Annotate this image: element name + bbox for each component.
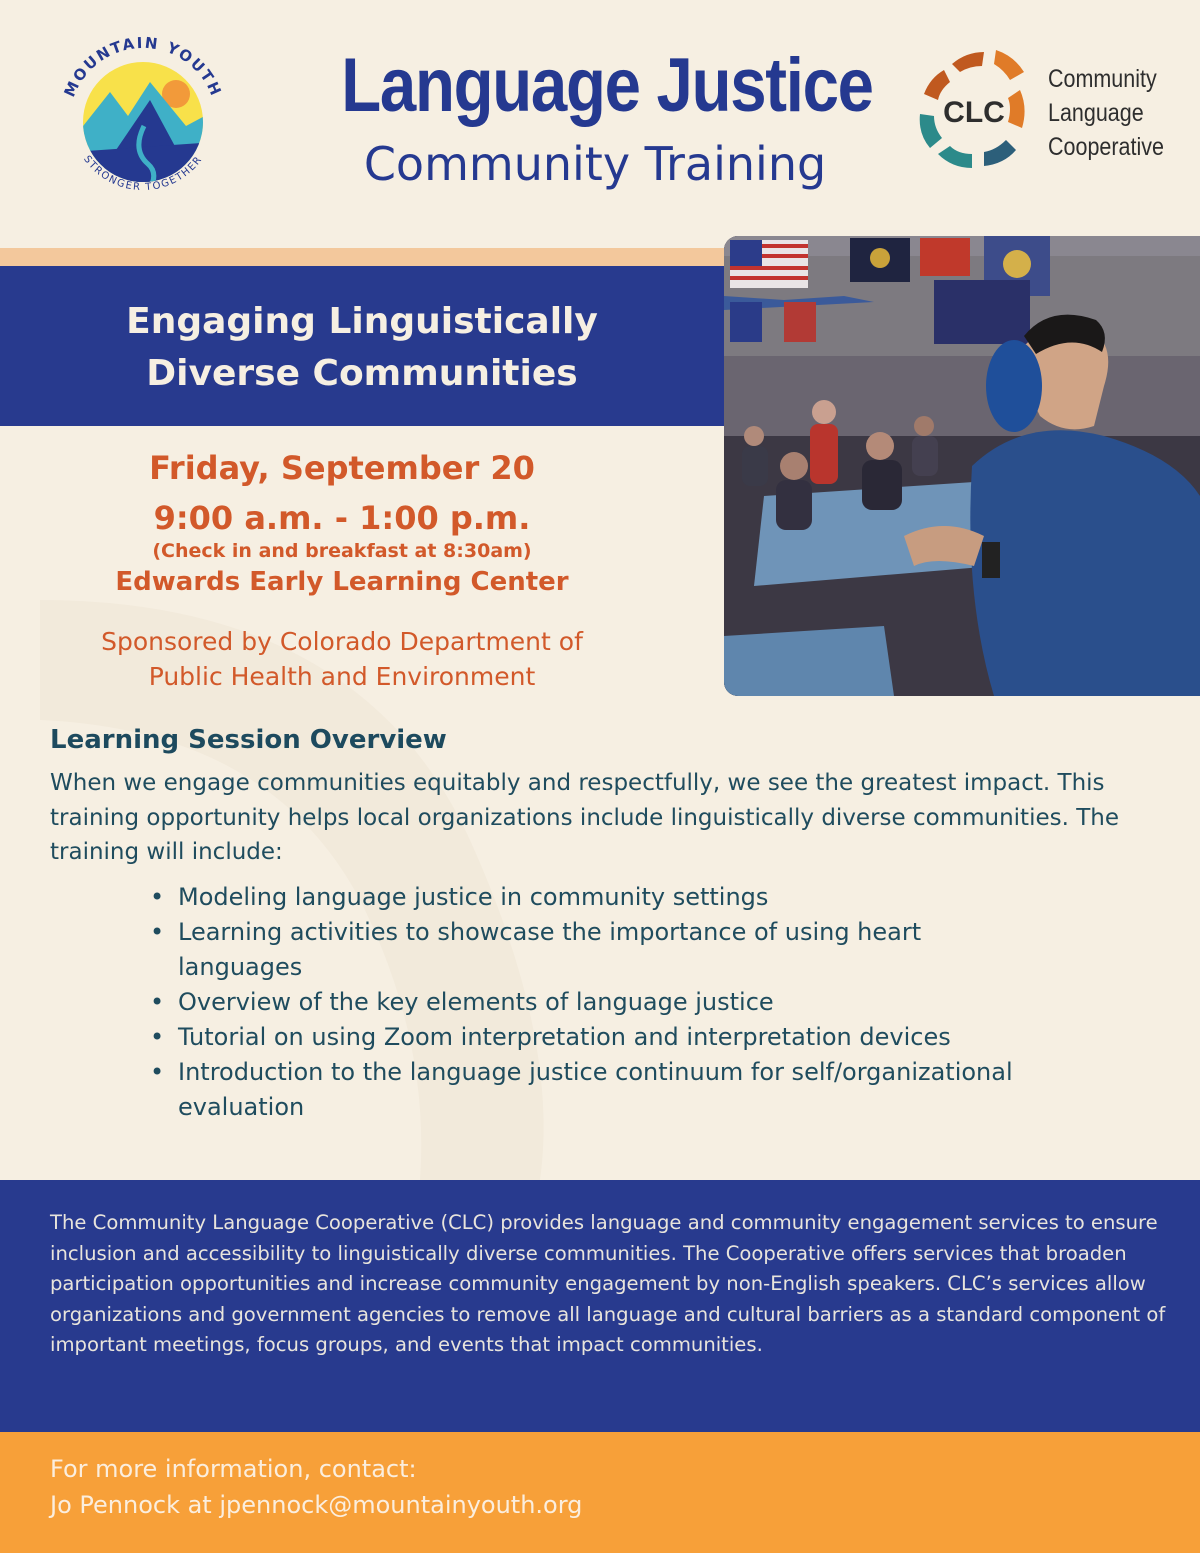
list-item: • Modeling language justice in community settings bbox=[150, 880, 1050, 915]
overview-intro: When we engage communities equitably and respectfully, we see the greatest impact. This training opportunity helps local organizations include linguistically diverse communities. The training will include: bbox=[50, 770, 1119, 865]
event-time: 9:00 a.m. - 1:00 p.m. bbox=[153, 499, 531, 537]
sponsor-line-1: Sponsored by Colorado Department of bbox=[101, 627, 583, 656]
event-location: Edwards Early Learning Center bbox=[115, 567, 569, 597]
event-photo bbox=[724, 236, 1200, 696]
clc-name-line-1: Community bbox=[1048, 65, 1157, 93]
logo-top-text: MOUNTAIN YOUTH bbox=[60, 33, 226, 100]
list-item: • Introduction to the language justice continuum for self/organizational evaluation bbox=[150, 1055, 1050, 1125]
peach-stripe bbox=[0, 248, 724, 266]
page-title: Language Justice bbox=[341, 43, 873, 128]
about-clc-text: The Community Language Cooperative (CLC) provides language and community engagement services to ensure inclusion and accessibility to linguistically diverse communities. The Cooperative offers services that broaden participation opportunities and increase community engagement by non-English speakers. CLC’s services allow organizations and government agencies to remove all language and cultural barriers as a standard component of important meetings, focus groups, and events that impact communities. bbox=[50, 1211, 1166, 1356]
sponsor-text bbox=[20, 624, 664, 694]
logo-bottom-text: STRONGER TOGETHER bbox=[81, 153, 205, 194]
training-title-line-2: Diverse Communities bbox=[146, 353, 578, 394]
sponsor-line-2: Public Health and Environment bbox=[148, 662, 536, 691]
clc-name-line-2: Language bbox=[1048, 99, 1144, 127]
contact-heading: For more information, contact: bbox=[50, 1455, 417, 1483]
training-title bbox=[40, 296, 684, 400]
page-subtitle: Community Training bbox=[363, 137, 827, 191]
clc-logo-mark-text: CLC bbox=[943, 96, 1005, 129]
event-photo-illustration bbox=[724, 236, 1200, 696]
list-item: • Overview of the key elements of language justice bbox=[150, 985, 1050, 1020]
clc-name-line-3: Cooperative bbox=[1048, 133, 1164, 161]
overview-list bbox=[150, 880, 1050, 1125]
event-date: Friday, September 20 bbox=[149, 449, 535, 487]
event-checkin-note: (Check in and breakfast at 8:30am) bbox=[152, 540, 532, 562]
clc-logo-name bbox=[1048, 62, 1177, 164]
mountain-youth-logo bbox=[52, 30, 234, 212]
clc-logo bbox=[910, 42, 1040, 190]
training-title-line-1: Engaging Linguistically bbox=[126, 301, 598, 342]
contact-email: Jo Pennock at jpennock@mountainyouth.org bbox=[50, 1491, 583, 1519]
overview-heading: Learning Session Overview bbox=[50, 725, 447, 755]
list-item: • Tutorial on using Zoom interpretation and interpretation devices bbox=[150, 1020, 1050, 1055]
list-item: • Learning activities to showcase the importance of using heart languages bbox=[150, 915, 1050, 985]
